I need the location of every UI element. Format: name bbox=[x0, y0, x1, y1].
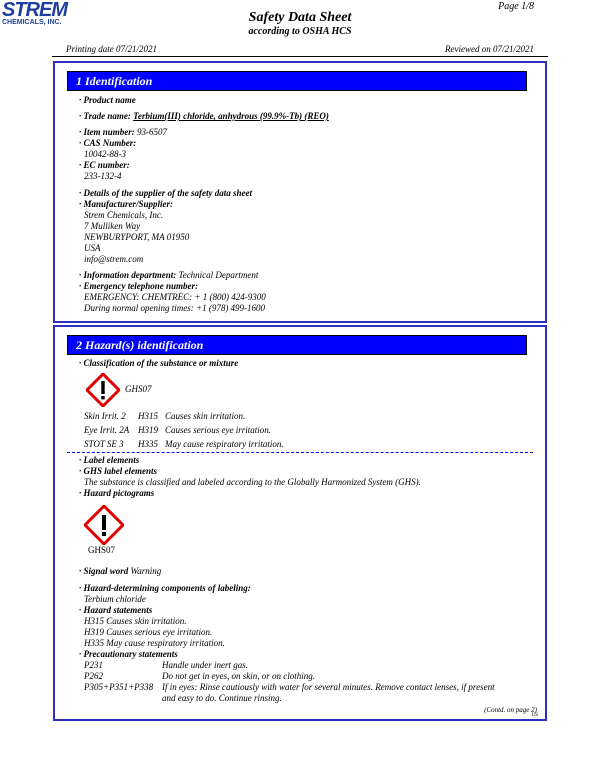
info-department-row bbox=[79, 270, 258, 281]
label-elements-label: · Label elements bbox=[79, 455, 140, 465]
trade-name-row bbox=[79, 111, 329, 122]
hazard-statement: H315 Causes skin irritation. bbox=[84, 616, 187, 626]
signal-word-value: Warning bbox=[130, 566, 162, 576]
section-2-box bbox=[53, 325, 547, 721]
precautionary-text-cont: and easy to do. Continue rinsing. bbox=[162, 693, 282, 703]
supplier-details-label: · Details of the supplier of the safety data sheet bbox=[79, 188, 252, 198]
classification-text: May cause respiratory irritation. bbox=[165, 439, 284, 449]
ghs07-pictogram-icon bbox=[84, 505, 124, 545]
ec-number-label: · EC number: bbox=[79, 160, 130, 170]
section-2-heading: 2 Hazard(s) identification bbox=[67, 335, 527, 355]
emergency-line: EMERGENCY: CHEMTREC: + 1 (800) 424-9300 bbox=[84, 292, 266, 302]
classification-category: STOT SE 3 bbox=[84, 439, 124, 449]
hazard-statements-label: · Hazard statements bbox=[79, 605, 153, 615]
classification-code: H335 bbox=[138, 439, 158, 449]
hazard-statement: H335 May cause respiratory irritation. bbox=[84, 638, 225, 648]
ghs-label-text: The substance is classified and labeled according to the Globally Harmonized System (GHS). bbox=[84, 477, 421, 487]
hazard-pictograms-label: · Hazard pictograms bbox=[79, 488, 155, 498]
logo-wordmark: STREM bbox=[2, 0, 67, 21]
hazard-statement: H319 Causes serious eye irritation. bbox=[84, 627, 213, 637]
address-line: 7 Mulliken Way bbox=[84, 221, 141, 231]
precautionary-code: P231 bbox=[84, 660, 103, 670]
precautionary-code: P262 bbox=[84, 671, 103, 681]
ghs-code-inline: GHS07 bbox=[125, 384, 152, 394]
info-department-label: · Information department: bbox=[79, 270, 179, 280]
address-line: USA bbox=[84, 243, 101, 253]
document-title: Safety Data Sheet bbox=[248, 10, 352, 25]
document-subtitle: according to OSHA HCS bbox=[248, 26, 352, 37]
components-value: Terbium chloride bbox=[84, 594, 146, 604]
precautionary-text: If in eyes: Rinse cautiously with water for several minutes. Remove contact lenses, if present bbox=[162, 682, 495, 692]
emergency-label: · Emergency telephone number: bbox=[79, 281, 198, 291]
pictogram-caption: GHS07 bbox=[88, 545, 116, 555]
classification-code: H315 bbox=[138, 411, 158, 421]
classification-label: · Classification of the substance or mixture bbox=[79, 358, 239, 368]
classification-text: Causes skin irritation. bbox=[165, 411, 246, 421]
trade-name-label: · Trade name: bbox=[79, 111, 134, 121]
precautionary-text: Do not get in eyes, on skin, or on clothing. bbox=[162, 671, 315, 681]
address-line: NEWBURYPORT, MA 01950 bbox=[84, 232, 190, 242]
section-1-box bbox=[53, 61, 547, 323]
emergency-line: During normal opening times: +1 (978) 499-1600 bbox=[84, 303, 266, 313]
continued-note: (Contd. on page 2) bbox=[484, 706, 537, 714]
precautionary-text: Handle under inert gas. bbox=[162, 660, 248, 670]
logo-subtitle: CHEMICALS, INC. bbox=[2, 19, 62, 26]
page-number: Page 1/8 bbox=[498, 1, 534, 12]
trade-name-value: Terbium(III) chloride, anhydrous (99.9%-Tb) (REO) bbox=[133, 111, 329, 121]
ghs-label-elements-label: · GHS label elements bbox=[79, 466, 157, 476]
classification-category: Skin Irrit. 2 bbox=[84, 411, 126, 421]
cas-number-label: · CAS Number: bbox=[79, 138, 137, 148]
reviewed-date: Reviewed on 07/21/2021 bbox=[445, 44, 534, 54]
precautionary-label: · Precautionary statements bbox=[79, 649, 178, 659]
footer-mark: US bbox=[531, 713, 538, 718]
ec-number-value: 233-132-4 bbox=[84, 171, 122, 181]
item-number-row bbox=[79, 127, 167, 138]
manufacturer-label: · Manufacturer/Supplier: bbox=[79, 199, 174, 209]
header-divider bbox=[52, 56, 548, 57]
classification-text: Causes serious eye irritation. bbox=[165, 425, 271, 435]
ghs07-exclamation-icon bbox=[86, 373, 120, 407]
precautionary-code: P305+P351+P338 bbox=[84, 682, 154, 692]
signal-word-label: · Signal word bbox=[79, 566, 131, 576]
signal-word-row bbox=[79, 566, 161, 577]
cas-number-value: 10042-88-3 bbox=[84, 149, 126, 159]
components-label: · Hazard-determining components of labeling: bbox=[79, 583, 251, 593]
item-number-value: 93-6507 bbox=[137, 127, 168, 137]
printing-date: Printing date 07/21/2021 bbox=[66, 44, 157, 54]
dashed-divider bbox=[67, 452, 533, 453]
supplier-email[interactable]: info@strem.com bbox=[84, 254, 144, 264]
info-department-value: Technical Department bbox=[178, 270, 259, 280]
classification-code: H319 bbox=[138, 425, 158, 435]
section-1-heading: 1 Identification bbox=[67, 71, 527, 91]
product-name-label: · Product name bbox=[79, 95, 136, 105]
item-number-label: · Item number: bbox=[79, 127, 138, 137]
classification-category: Eye Irrit. 2A bbox=[84, 425, 130, 435]
address-line: Strem Chemicals, Inc. bbox=[84, 210, 164, 220]
